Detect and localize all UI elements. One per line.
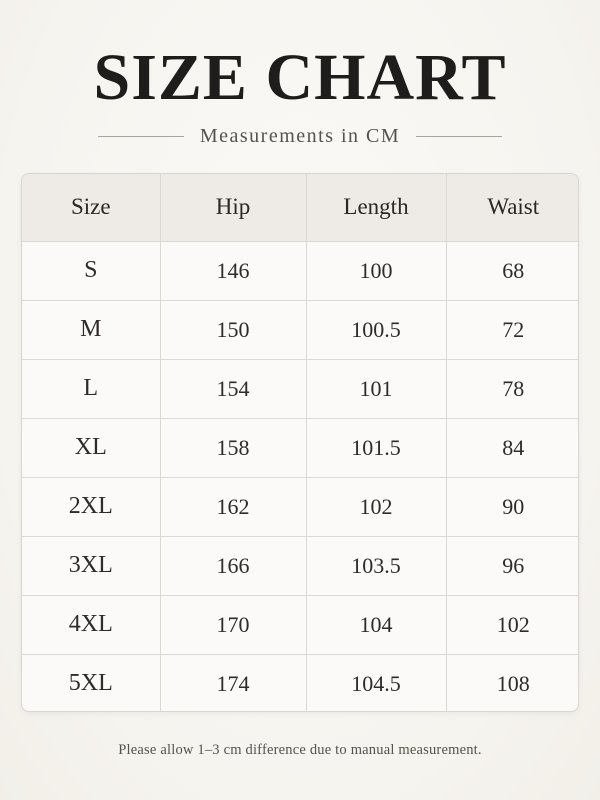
- subtitle-rule-right: [416, 136, 502, 137]
- header-hip: Hip: [160, 174, 306, 241]
- table-row: [22, 477, 579, 536]
- size-cell: M: [22, 300, 160, 359]
- subtitle-rule-left: [98, 136, 184, 137]
- length-cell: 100.5: [306, 300, 446, 359]
- hip-cell: 158: [160, 418, 306, 477]
- size-cell: 5XL: [22, 654, 160, 712]
- length-cell: 101.5: [306, 418, 446, 477]
- table-body: [22, 241, 579, 712]
- size-table: [22, 174, 579, 712]
- waist-cell: 96: [446, 536, 579, 595]
- footnote: Please allow 1–3 cm difference due to manual measurement.: [118, 742, 482, 758]
- size-cell: S: [22, 241, 160, 300]
- hip-cell: 154: [160, 359, 306, 418]
- table-row: [22, 241, 579, 300]
- hip-cell: 146: [160, 241, 306, 300]
- hip-cell: 170: [160, 595, 306, 654]
- table-row: [22, 300, 579, 359]
- size-table-card: [21, 173, 579, 712]
- waist-cell: 102: [446, 595, 579, 654]
- length-cell: 101: [306, 359, 446, 418]
- header-waist: Waist: [446, 174, 579, 241]
- header-row: [22, 174, 579, 241]
- hip-cell: 162: [160, 477, 306, 536]
- waist-cell: 108: [496, 670, 530, 696]
- hip-cell: 150: [160, 300, 306, 359]
- size-cell: 4XL: [22, 595, 160, 654]
- header-length: Length: [306, 174, 446, 241]
- size-cell: L: [22, 359, 160, 418]
- waist-cell: 68: [446, 241, 579, 300]
- waist-cell: 72: [446, 300, 579, 359]
- waist-cell: 84: [446, 418, 579, 477]
- page-title: SIZE CHART: [93, 41, 507, 114]
- subtitle: Measurements in CM: [199, 124, 401, 147]
- header-size: Size: [22, 174, 160, 241]
- table-row: [22, 418, 579, 477]
- length-cell: 100: [306, 241, 446, 300]
- hip-cell: 166: [160, 536, 306, 595]
- hip-cell: 174: [160, 654, 306, 712]
- table-row: [22, 595, 579, 654]
- length-cell: 102: [306, 477, 446, 536]
- size-cell: 2XL: [22, 477, 160, 536]
- table-row: [22, 536, 579, 595]
- waist-cell: 78: [446, 359, 579, 418]
- table-header: [22, 174, 579, 241]
- length-cell: 104.5: [306, 654, 446, 712]
- length-cell: 104: [306, 595, 446, 654]
- size-cell: XL: [22, 418, 160, 477]
- table-row: [22, 359, 579, 418]
- table-row: [22, 654, 579, 712]
- length-cell: 103.5: [306, 536, 446, 595]
- waist-cell: 90: [446, 477, 579, 536]
- subtitle-row: [98, 124, 502, 148]
- size-cell: 3XL: [22, 536, 160, 595]
